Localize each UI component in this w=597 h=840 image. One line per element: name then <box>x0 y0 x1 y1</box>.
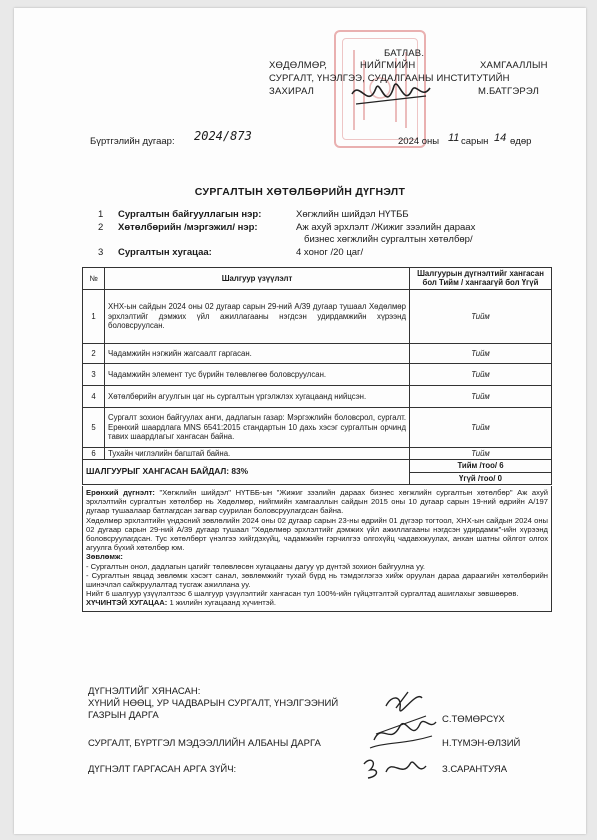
info-3-label: Сургалтын хугацаа: <box>118 247 212 258</box>
registration-label: Бүртгэлийн дугаар: <box>90 136 175 147</box>
prepared-label: ДҮГНЭЛТ ГАРГАСАН АРГА ЗҮЙЧ: <box>88 764 237 775</box>
header-criterion: Шалгуур үзүүлэлт <box>105 268 410 290</box>
info-3-value: 4 хоног /20 цаг/ <box>296 247 364 258</box>
registration-month-label: сарын <box>461 136 489 147</box>
advice-label: Зөвлөмж: <box>86 552 123 562</box>
signer-name-2: Н.ТҮМЭН-ӨЛЗИЙ <box>442 738 521 749</box>
reviewed-label: ДҮГНЭЛТИЙГ ХЯНАСАН: <box>88 686 201 697</box>
row-num: 3 <box>83 363 105 385</box>
approval-line1-mid: НИЙГМИЙН <box>360 60 416 71</box>
approval-line1-right: ХАМГААЛЛЫН <box>480 60 548 71</box>
row-num: 4 <box>83 385 105 407</box>
dept1-line1: ХҮНИЙ НӨӨЦ, УР ЧАДВАРЫН СУРГАЛТ, ҮНЭЛГЭЭНИЙ <box>88 698 339 709</box>
table-header-row <box>83 268 552 290</box>
row-answer: Тийм <box>410 385 552 407</box>
registration-day-label: өдөр <box>510 136 532 147</box>
table-row <box>83 407 552 447</box>
row-criterion: ХНХ-ын сайдын 2024 оны 02 дугаар сарын 29-ний А/39 дугаар тушаал Хөдөлмөр эрхлэлтийг дэмжих үйл ажиллагааны нэгдсэн удирдамжийн хүрээнд боловсруулсан. <box>105 289 410 343</box>
registration-month: 11 <box>448 132 460 144</box>
summary-box <box>82 486 552 612</box>
advice-2: - Сургалтын явцад зөвлөмж хэсэгт санал, зөвлөмжийг тухай бүрд нь тэмдэглэгээ хийж оруулан дараа дараагийн хөтөлбөрийн шинэчлэл сайжруулалтад тусгаж ажиллана уу. <box>86 570 548 590</box>
row-num: 6 <box>83 447 105 459</box>
info-3-num: 3 <box>98 247 104 258</box>
row-num: 5 <box>83 407 105 447</box>
signer-name-3: З.САРАНТУЯА <box>442 764 508 775</box>
approval-director-name: М.БАТГЭРЭЛ <box>478 86 540 97</box>
document-title: СУРГАЛТЫН ХӨТӨЛБӨРИЙН ДҮГНЭЛТ <box>194 186 406 198</box>
dept1-line2: ГАЗРЫН ДАРГА <box>88 710 159 721</box>
row-criterion: Тухайн чиглэлийн багштай байна. <box>105 447 410 459</box>
table-row <box>83 385 552 407</box>
registration-number: 2024/873 <box>194 129 252 143</box>
header-num: № <box>83 268 105 290</box>
info-1-label: Сургалтын байгууллагын нэр: <box>118 209 262 220</box>
row-num: 1 <box>83 289 105 343</box>
table-row <box>83 363 552 385</box>
validity-label: ХҮЧИНТЭЙ ХУГАЦАА: <box>86 598 168 608</box>
handwritten-signatures <box>356 686 446 786</box>
general-text: "Хөгжлийн шийдэл" НҮТББ-ын "Жижиг зээлийн дараах бизнес хөгжлийн сургалтын хөтөлбөр" Аж ахуй эрхлэлтийн сургалтын хөтөлбөр нь Хөдөлмөр, нийгмийн хамгааллын сайдын 2015 оны 10 дугаар сарын 19-ний өдрийн А/197 дугаар тушаалаар батлагдсан загвар суурилан боловсруулагдсан байна. <box>86 488 548 516</box>
director-signature <box>346 74 436 124</box>
advice-1: - Сургалтын онол, дадлагын цагийг төлөвлөсөн хугацааны дагуу үр дүнтэй зохион байгуулна уу. <box>86 561 426 571</box>
approval-line3-left: ЗАХИРАЛ <box>269 86 315 97</box>
row-answer: Тийм <box>410 289 552 343</box>
dept2-label: СУРГАЛТ, БҮРТГЭЛ МЭДЭЭЛЛИЙН АЛБАНЫ ДАРГА <box>88 738 321 749</box>
approval-line1-left: ХӨДӨЛМӨР, <box>269 60 328 71</box>
signer-name-1: С.ТӨМӨРСҮХ <box>442 714 505 725</box>
row-answer: Тийм <box>410 363 552 385</box>
criteria-table <box>82 267 552 485</box>
document-page <box>14 8 586 834</box>
approval-word: БАТЛАВ. <box>384 48 425 59</box>
row-criterion: Чадамжийн нэгжийн жагсаалт гаргасан. <box>105 343 410 363</box>
general-label: Ерөнхий дүгнэлт: <box>86 488 155 497</box>
info-2-value: Аж ахуй эрхлэлт /Жижиг зээлийн дараах <box>296 222 476 233</box>
table-row <box>83 447 552 459</box>
row-answer: Тийм <box>410 343 552 363</box>
header-answer: Шалгуурын дүгнэлтийг хангасан бол Тийм / хангаагүй бол Үгүй <box>410 268 552 290</box>
yes-count: Тийм /тоо/ 6 <box>410 460 552 472</box>
summary-paragraph-2: Хөдөлмөр эрхлэлтийн үндэсний зөвлөлийн 2024 оны 02 дугаар сарын 23-ны өдрийн 01 дүгээр тогтоол, ХНХ-ын сайдын 2024 оны 02 дугаар сарын 29-ний А/39 дугаар тушаал "Хөдөлмөр эрхлэлтийг дэмжих үйл ажиллагааны нэгдсэн удирдамж"-ийн хүрээнд боловсруулагдсан. Тус хөтөлбөрт үнэлгээ хийгдэхүйц, чадамжийн гэрчилгээ олгохүйц чадавхжуулах, анхан шатны ойлгот олгох агуулга бүхий хөтөлбөр юм. <box>86 515 548 553</box>
info-1-num: 1 <box>98 209 104 220</box>
no-count: Үгүй /тоо/ 0 <box>410 472 552 484</box>
table-row <box>83 343 552 363</box>
row-criterion: Чадамжийн элемент тус бүрийн төлөвлөгөө боловсруулсан. <box>105 363 410 385</box>
closing-text: Нийт 6 шалгуур үзүүлэлтээс 6 шалгуур үзүүлэлтийг хангасан тул 100%-ийн гүйцэтгэлтэй сургалтад ашиглахыг зөвшөөрөв. <box>86 589 519 599</box>
score-label: ШАЛГУУРЫГ ХАНГАСАН БАЙДАЛ: 83% <box>83 460 410 485</box>
registration-day: 14 <box>494 132 507 144</box>
row-num: 2 <box>83 343 105 363</box>
approval-line2: СУРГАЛТ, ҮНЭЛГЭЭ, СУДАЛГААНЫ ИНСТИТУТИЙН <box>269 73 510 84</box>
info-2-num: 2 <box>98 222 104 233</box>
info-2-value-cont: бизнес хөгжлийн сургалтын хөтөлбөр/ <box>304 234 473 245</box>
registration-year: 2024 оны <box>398 136 440 147</box>
row-criterion: Хөтөлбөрийн агуулгын цаг нь сургалтын үргэлжлэх хугацаанд нийцсэн. <box>105 385 410 407</box>
table-row <box>83 289 552 343</box>
info-1-value: Хөгжлийн шийдэл НҮТББ <box>296 209 409 220</box>
general-conclusion <box>86 488 548 516</box>
score-row <box>83 460 552 472</box>
row-answer: Тийм <box>410 447 552 459</box>
row-answer: Тийм <box>410 407 552 447</box>
row-criterion: Сургалт зохион байгуулах анги, дадлагын газар: Мэргэжлийн боловсрол, сургалт. Ерөнхий шаардлага MNS 6541:2015 стандартын 10 дахь хэсэг сургалтын орчинд тавих шаардлагыг хангасан байна. <box>105 407 410 447</box>
validity-value: 1 жилийн хугацаанд хүчинтэй. <box>169 598 276 608</box>
info-2-label: Хөтөлбөрийн /мэргэжил/ нэр: <box>118 222 258 233</box>
